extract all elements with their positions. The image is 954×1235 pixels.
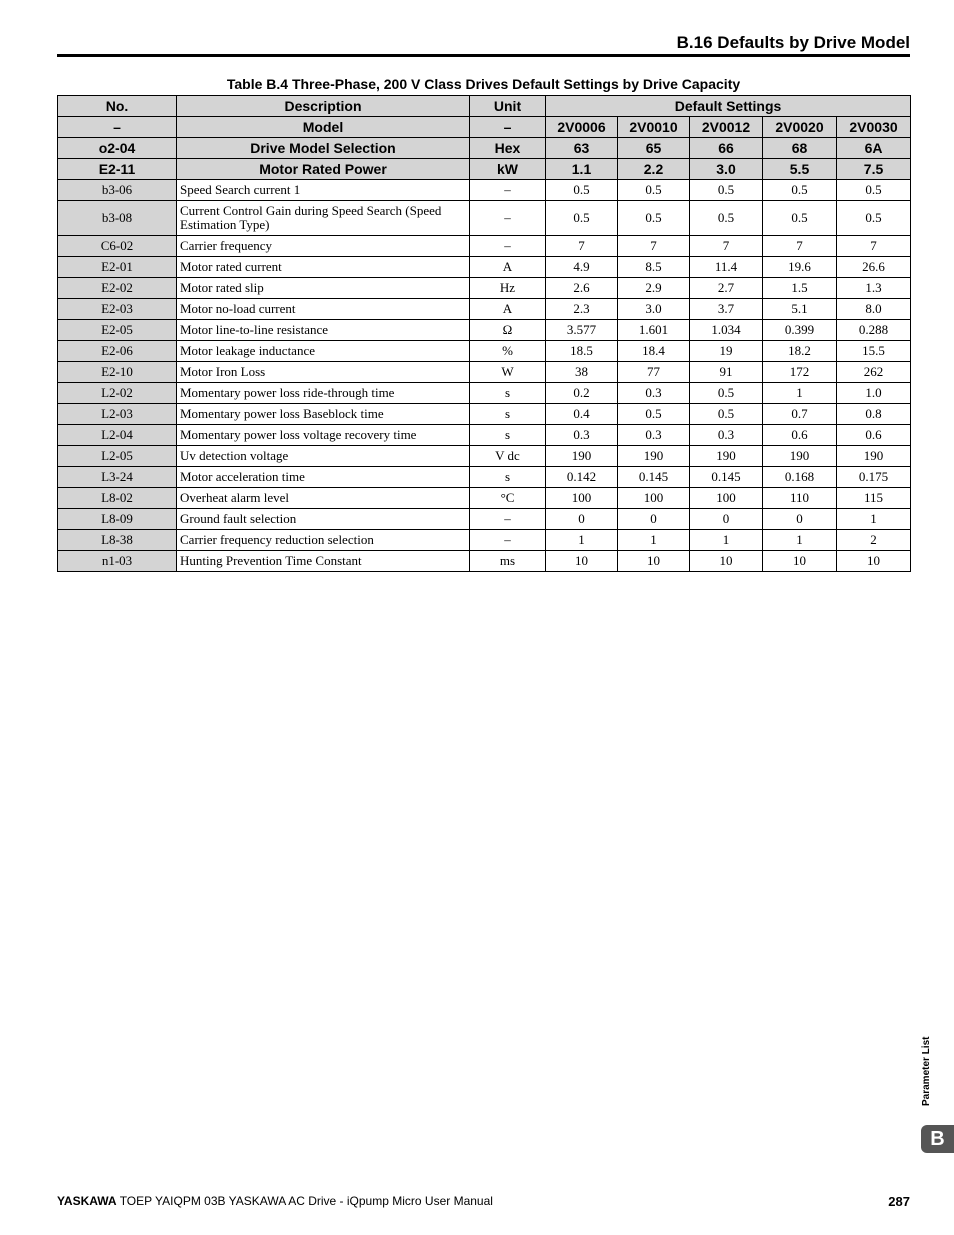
param-value: 8.5 <box>618 257 690 278</box>
param-description: Speed Search current 1 <box>177 180 470 201</box>
param-value: 68 <box>763 138 837 159</box>
param-value: 1 <box>837 509 911 530</box>
param-unit: V dc <box>470 446 546 467</box>
table-row <box>58 236 911 257</box>
param-value: 2.2 <box>618 159 690 180</box>
param-no: C6-02 <box>58 236 177 257</box>
param-value: 100 <box>690 488 763 509</box>
param-value: 18.4 <box>618 341 690 362</box>
param-value: 0.5 <box>690 404 763 425</box>
table-row <box>58 509 911 530</box>
param-unit: – <box>470 201 546 236</box>
table-row <box>58 138 911 159</box>
param-description: Current Control Gain during Speed Search (Speed Estimation Type) <box>177 201 470 236</box>
param-value: 0.5 <box>763 180 837 201</box>
param-value: 0 <box>618 509 690 530</box>
param-value: 5.1 <box>763 299 837 320</box>
param-value: 2 <box>837 530 911 551</box>
param-value: 7 <box>690 236 763 257</box>
param-description: Carrier frequency reduction selection <box>177 530 470 551</box>
table-row <box>58 320 911 341</box>
param-value: 1.5 <box>763 278 837 299</box>
param-value: 0.5 <box>690 201 763 236</box>
param-no: L2-02 <box>58 383 177 404</box>
param-no: n1-03 <box>58 551 177 572</box>
param-value: 0.6 <box>763 425 837 446</box>
param-description: Motor leakage inductance <box>177 341 470 362</box>
footer-document <box>57 1194 493 1208</box>
param-value: 190 <box>837 446 911 467</box>
param-value: 7 <box>546 236 618 257</box>
table-row <box>58 467 911 488</box>
param-value: 4.9 <box>546 257 618 278</box>
table-row <box>58 404 911 425</box>
param-value: 0.6 <box>837 425 911 446</box>
param-unit: A <box>470 299 546 320</box>
param-value: 0.288 <box>837 320 911 341</box>
param-unit: kW <box>470 159 546 180</box>
param-value: 0 <box>690 509 763 530</box>
param-no: E2-10 <box>58 362 177 383</box>
table-row <box>58 159 911 180</box>
param-unit: s <box>470 467 546 488</box>
param-value: 0.4 <box>546 404 618 425</box>
param-value: 18.2 <box>763 341 837 362</box>
param-description: Model <box>177 117 470 138</box>
param-description: Carrier frequency <box>177 236 470 257</box>
header-default-settings: Default Settings <box>546 96 911 117</box>
param-unit: – <box>470 509 546 530</box>
param-value: 2V0010 <box>618 117 690 138</box>
table-row <box>58 551 911 572</box>
param-value: 0.3 <box>546 425 618 446</box>
param-value: 63 <box>546 138 618 159</box>
param-unit: – <box>470 117 546 138</box>
param-no: L8-02 <box>58 488 177 509</box>
param-description: Motor acceleration time <box>177 467 470 488</box>
param-description: Momentary power loss ride-through time <box>177 383 470 404</box>
table-row <box>58 201 911 236</box>
param-value: 0.5 <box>690 383 763 404</box>
param-value: 190 <box>546 446 618 467</box>
param-value: 0.7 <box>763 404 837 425</box>
param-no: E2-06 <box>58 341 177 362</box>
table-row <box>58 488 911 509</box>
param-value: 190 <box>763 446 837 467</box>
param-value: 0.3 <box>690 425 763 446</box>
table-row <box>58 257 911 278</box>
param-unit: % <box>470 341 546 362</box>
table-header-row <box>58 96 911 117</box>
param-value: 7.5 <box>837 159 911 180</box>
param-unit: s <box>470 404 546 425</box>
param-value: 0.5 <box>546 201 618 236</box>
param-no: L2-03 <box>58 404 177 425</box>
param-no: b3-06 <box>58 180 177 201</box>
table-row <box>58 299 911 320</box>
param-description: Momentary power loss Baseblock time <box>177 404 470 425</box>
param-description: Motor no-load current <box>177 299 470 320</box>
param-no: b3-08 <box>58 201 177 236</box>
param-value: 1.1 <box>546 159 618 180</box>
param-value: 1.034 <box>690 320 763 341</box>
param-unit: W <box>470 362 546 383</box>
param-value: 100 <box>546 488 618 509</box>
header-description: Description <box>177 96 470 117</box>
param-value: 66 <box>690 138 763 159</box>
param-value: 0.145 <box>690 467 763 488</box>
param-value: 2V0012 <box>690 117 763 138</box>
param-value: 2.9 <box>618 278 690 299</box>
param-value: 0.5 <box>837 180 911 201</box>
param-value: 77 <box>618 362 690 383</box>
param-value: 10 <box>763 551 837 572</box>
param-description: Motor rated slip <box>177 278 470 299</box>
param-value: 0.399 <box>763 320 837 341</box>
table-row <box>58 180 911 201</box>
param-description: Overheat alarm level <box>177 488 470 509</box>
table-row <box>58 383 911 404</box>
param-no: E2-05 <box>58 320 177 341</box>
table-row <box>58 341 911 362</box>
param-no: L8-38 <box>58 530 177 551</box>
param-no: E2-11 <box>58 159 177 180</box>
param-unit: – <box>470 236 546 257</box>
param-unit: s <box>470 383 546 404</box>
param-no: L2-04 <box>58 425 177 446</box>
param-no: E2-02 <box>58 278 177 299</box>
side-tab-label: Parameter List <box>921 1036 932 1106</box>
footer-doc-title: TOEP YAIQPM 03B YASKAWA AC Drive - iQpump Micro User Manual <box>116 1194 493 1208</box>
section-title: B.16 Defaults by Drive Model <box>676 33 910 52</box>
param-value: 0 <box>763 509 837 530</box>
table-row <box>58 446 911 467</box>
param-value: 2V0030 <box>837 117 911 138</box>
param-value: 10 <box>837 551 911 572</box>
param-unit: Hex <box>470 138 546 159</box>
param-value: 10 <box>690 551 763 572</box>
param-value: 7 <box>837 236 911 257</box>
param-value: 3.7 <box>690 299 763 320</box>
param-value: 0.5 <box>690 180 763 201</box>
param-value: 0.3 <box>618 383 690 404</box>
param-value: 0.8 <box>837 404 911 425</box>
param-value: 26.6 <box>837 257 911 278</box>
footer-brand: YASKAWA <box>57 1194 117 1208</box>
param-unit: °C <box>470 488 546 509</box>
param-value: 0.5 <box>618 404 690 425</box>
param-description: Drive Model Selection <box>177 138 470 159</box>
param-value: 110 <box>763 488 837 509</box>
param-value: 0.145 <box>618 467 690 488</box>
param-description: Motor Rated Power <box>177 159 470 180</box>
param-value: 3.0 <box>618 299 690 320</box>
header-unit: Unit <box>470 96 546 117</box>
default-settings-table <box>57 95 911 572</box>
param-description: Motor line-to-line resistance <box>177 320 470 341</box>
header-rule <box>57 54 910 57</box>
param-value: 3.577 <box>546 320 618 341</box>
table-row <box>58 425 911 446</box>
param-value: 2.3 <box>546 299 618 320</box>
param-no: E2-03 <box>58 299 177 320</box>
param-unit: – <box>470 180 546 201</box>
side-tab-letter: B <box>921 1125 954 1153</box>
param-value: 100 <box>618 488 690 509</box>
param-value: 1 <box>546 530 618 551</box>
param-value: 65 <box>618 138 690 159</box>
param-value: 1 <box>763 530 837 551</box>
param-value: 0.142 <box>546 467 618 488</box>
param-value: 2V0006 <box>546 117 618 138</box>
table-row <box>58 117 911 138</box>
param-value: 2.7 <box>690 278 763 299</box>
param-no: L8-09 <box>58 509 177 530</box>
param-value: 5.5 <box>763 159 837 180</box>
param-unit: A <box>470 257 546 278</box>
param-value: 6A <box>837 138 911 159</box>
param-description: Uv detection voltage <box>177 446 470 467</box>
param-value: 0.5 <box>837 201 911 236</box>
param-no: E2-01 <box>58 257 177 278</box>
page-number: 287 <box>888 1194 910 1209</box>
param-value: 172 <box>763 362 837 383</box>
param-value: 0.2 <box>546 383 618 404</box>
param-value: 0.5 <box>546 180 618 201</box>
param-value: 1 <box>690 530 763 551</box>
param-value: 15.5 <box>837 341 911 362</box>
param-value: 1 <box>618 530 690 551</box>
param-value: 0.168 <box>763 467 837 488</box>
param-value: 18.5 <box>546 341 618 362</box>
param-value: 10 <box>618 551 690 572</box>
param-value: 1 <box>763 383 837 404</box>
param-value: 38 <box>546 362 618 383</box>
param-description: Motor rated current <box>177 257 470 278</box>
param-value: 7 <box>763 236 837 257</box>
param-value: 8.0 <box>837 299 911 320</box>
param-value: 0.5 <box>763 201 837 236</box>
table-row <box>58 278 911 299</box>
param-description: Hunting Prevention Time Constant <box>177 551 470 572</box>
param-value: 11.4 <box>690 257 763 278</box>
param-value: 190 <box>690 446 763 467</box>
param-no: L2-05 <box>58 446 177 467</box>
param-value: 19 <box>690 341 763 362</box>
param-value: 115 <box>837 488 911 509</box>
table-row <box>58 362 911 383</box>
param-value: 2V0020 <box>763 117 837 138</box>
param-value: 1.601 <box>618 320 690 341</box>
param-description: Motor Iron Loss <box>177 362 470 383</box>
table-row <box>58 530 911 551</box>
param-value: 10 <box>546 551 618 572</box>
param-value: 0.3 <box>618 425 690 446</box>
param-value: 1.0 <box>837 383 911 404</box>
param-no: o2-04 <box>58 138 177 159</box>
param-unit: Ω <box>470 320 546 341</box>
header-no: No. <box>58 96 177 117</box>
param-value: 1.3 <box>837 278 911 299</box>
param-description: Ground fault selection <box>177 509 470 530</box>
param-value: 0.5 <box>618 180 690 201</box>
param-value: 91 <box>690 362 763 383</box>
param-value: 2.6 <box>546 278 618 299</box>
param-value: 262 <box>837 362 911 383</box>
param-value: 19.6 <box>763 257 837 278</box>
param-value: 0.5 <box>618 201 690 236</box>
param-no: L3-24 <box>58 467 177 488</box>
table-caption: Table B.4 Three-Phase, 200 V Class Drives Default Settings by Drive Capacity <box>226 76 741 92</box>
param-unit: – <box>470 530 546 551</box>
param-value: 7 <box>618 236 690 257</box>
param-unit: Hz <box>470 278 546 299</box>
param-value: 3.0 <box>690 159 763 180</box>
param-value: 0.175 <box>837 467 911 488</box>
param-unit: ms <box>470 551 546 572</box>
param-value: 0 <box>546 509 618 530</box>
param-unit: s <box>470 425 546 446</box>
param-description: Momentary power loss voltage recovery time <box>177 425 470 446</box>
param-no: – <box>58 117 177 138</box>
param-value: 190 <box>618 446 690 467</box>
